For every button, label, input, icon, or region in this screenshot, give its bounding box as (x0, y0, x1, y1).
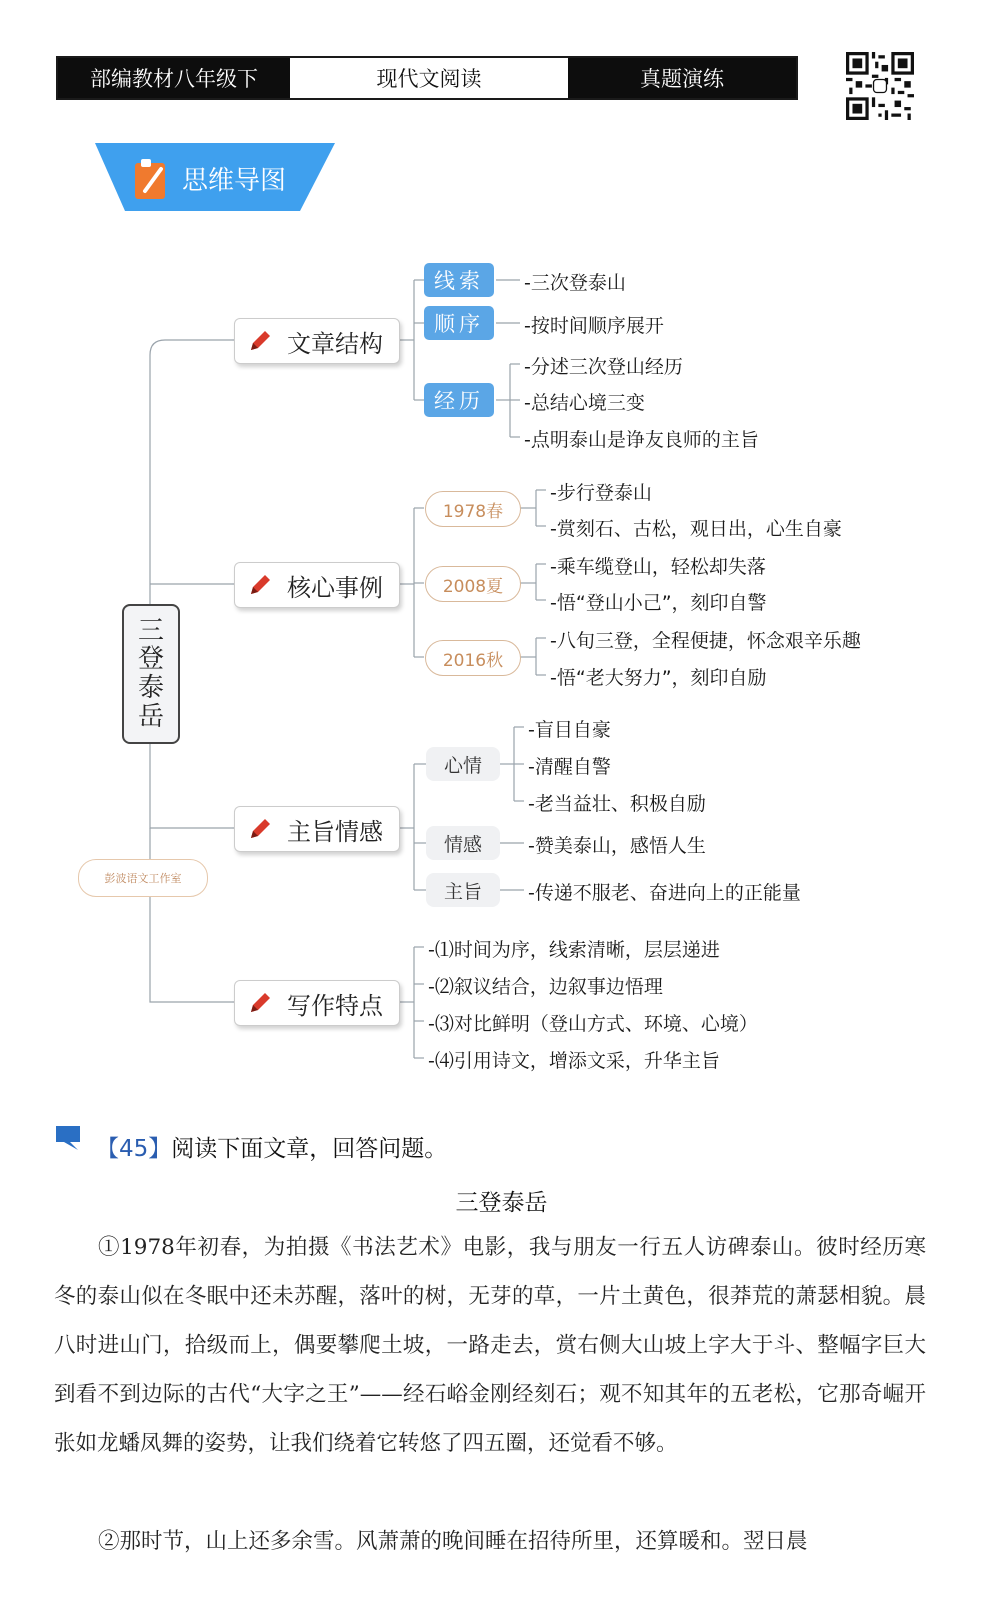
header-grade: 部编教材八年级下 (58, 58, 290, 98)
leaf-text: -老当益壮、积极自励 (528, 793, 706, 815)
topic-theme: 主旨情感 (234, 806, 400, 852)
header-section: 现代文阅读 (290, 58, 568, 98)
pencil-icon (247, 816, 273, 842)
question-header (96, 1130, 447, 1163)
pencil-icon (247, 572, 273, 598)
leaf-text: -赞美泰山，感悟人生 (528, 835, 706, 857)
tag-emotion: 情感 (426, 826, 500, 860)
question-prompt: 阅读下面文章，回答问题。 (171, 1136, 448, 1162)
article-title: 三登泰岳 (455, 1190, 548, 1216)
leaf-text: -⑵叙议结合，边叙事边悟理 (428, 976, 663, 998)
studio-stamp: 彭波语文工作室 (78, 859, 208, 897)
leaf-text: -三次登泰山 (524, 272, 626, 294)
leaf-text: -按时间顺序展开 (524, 315, 664, 337)
leaf-text: -赏刻石、古松，观日出，心生自豪 (550, 518, 842, 540)
article-paragraph-2: ②那时节，山上还多余雪。风萧萧的晚间睡在招待所里，还算暖和。翌日晨 (98, 1529, 808, 1554)
tag-experience: 经历 (424, 383, 494, 417)
leaf-text: -⑴时间为序，线索清晰，层层递进 (428, 939, 720, 961)
leaf-text: -分述三次登山经历 (524, 356, 683, 378)
leaf-text: -乘车缆登山，轻松却失落 (550, 556, 766, 578)
leaf-text: -悟“老大努力”，刻印自励 (550, 667, 767, 689)
banner-label: 思维导图 (182, 166, 287, 196)
leaf-text: -八旬三登，全程便捷，怀念艰辛乐趣 (550, 630, 861, 652)
tag-theme: 主旨 (426, 873, 500, 907)
tag-order: 顺序 (424, 306, 494, 340)
leaf-text: -传递不服老、奋进向上的正能量 (528, 882, 801, 904)
mindmap-root: 三 登 泰 岳 (122, 604, 180, 744)
tag-clue: 线索 (424, 263, 494, 297)
header-practice: 真题演练 (568, 58, 796, 98)
chat-bubble-icon (54, 1124, 84, 1152)
pencil-icon (247, 328, 273, 354)
leaf-text: -⑶对比鲜明（登山方式、环境、心境） (428, 1013, 758, 1035)
pencil-icon (247, 990, 273, 1016)
leaf-text: -点明泰山是诤友良师的主旨 (524, 429, 759, 451)
leaf-text: -⑷引用诗文，增添文采，升华主旨 (428, 1050, 720, 1072)
question-number: 【45】 (96, 1136, 172, 1162)
leaf-text: -步行登泰山 (550, 482, 652, 504)
article-paragraph-1: ①1978年初春，为拍摄《书法艺术》电影，我与朋友一行五人访碑泰山。彼时经历寒冬的泰山似在冬眠中还未苏醒，落叶的树，无芽的草，一片土黄色，很莽荒的萧瑟相貌。晨八时进山门，拾级而上，偶要攀爬土坡，一路走去，赏右侧大山坡上字大于斗、整幅字巨大到看不到边际的古代“大字之王”——经石峪金刚经刻石；观不知其年的五老松，它那奇崛开张如龙蟠凤舞的姿势，让我们绕着它转悠了四五圈，还觉看不够。 (54, 1235, 926, 1456)
tag-2016-autumn: 2016秋 (425, 640, 521, 676)
leaf-text: -清醒自警 (528, 756, 611, 778)
topic-writing: 写作特点 (234, 980, 400, 1026)
leaf-text: -悟“登山小己”，刻印自警 (550, 592, 767, 614)
tag-2008-summer: 2008夏 (425, 566, 521, 602)
tag-1978-spring: 1978春 (425, 491, 521, 527)
topic-structure: 文章结构 (234, 318, 400, 364)
leaf-text: -总结心境三变 (524, 392, 645, 414)
leaf-text: -盲目自豪 (528, 719, 611, 741)
topic-events: 核心事例 (234, 562, 400, 608)
tag-mood: 心情 (426, 747, 500, 781)
